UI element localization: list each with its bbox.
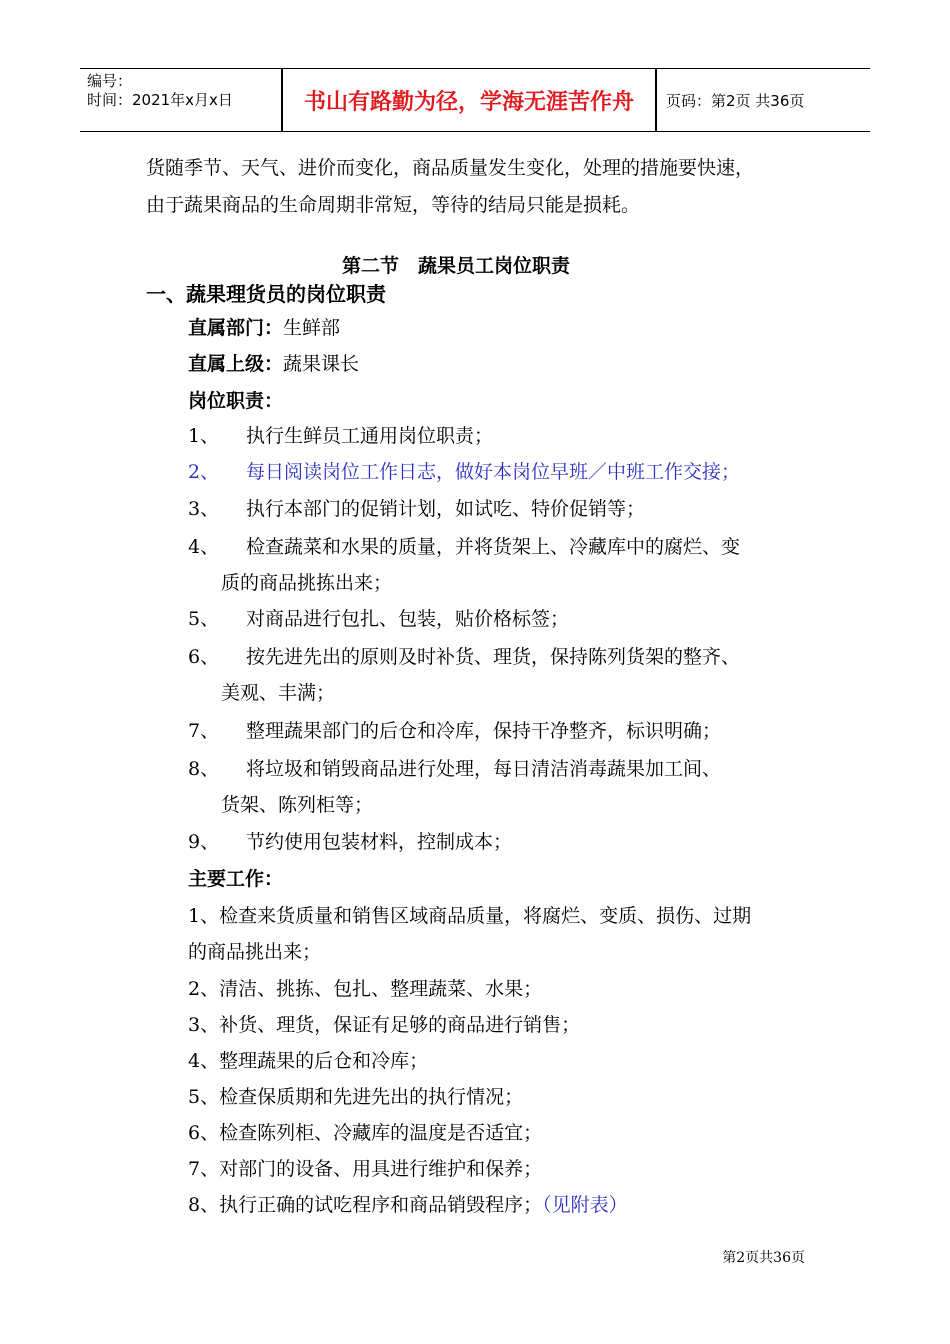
intro-line: 货随季节、天气、进价而变化，商品质量发生变化，处理的措施要快速，	[146, 157, 755, 179]
main-work-line: 的商品挑出来；	[188, 941, 322, 963]
header-page-label: 页码：第2页 共36页	[666, 91, 805, 110]
duty-number: 1、	[188, 425, 220, 447]
section-title: 第二节 蔬果员工岗位职责	[342, 255, 571, 277]
number-label: 编号：	[87, 72, 133, 90]
page-footer: 第2页共36页	[722, 1250, 805, 1266]
duties-heading: 岗位职责：	[188, 390, 284, 412]
duty-item	[188, 497, 645, 521]
duty-number: 8、	[188, 758, 220, 780]
duty-item	[188, 830, 512, 854]
duty-text: 节约使用包装材料，控制成本；	[246, 831, 513, 853]
duty-item	[188, 424, 493, 448]
direct-department	[188, 316, 340, 340]
main-work-text: 8、执行正确的试吃程序和商品销毁程序；	[188, 1194, 543, 1216]
subsection-title: 一、蔬果理货员的岗位职责	[146, 282, 386, 306]
superior-value: 蔬果课长	[283, 353, 360, 375]
direct-superior	[188, 352, 359, 376]
duty-text: 执行本部门的促销计划，如试吃、特价促销等；	[246, 498, 646, 520]
duty-text: 检查蔬菜和水果的质量，并将货架上、冷藏库中的腐烂、变	[246, 536, 741, 558]
duty-item	[188, 719, 721, 743]
main-work-line: 5、检查保质期和先进先出的执行情况；	[188, 1086, 524, 1108]
attachment-note: （见附表）	[542, 1194, 628, 1216]
duty-text: 将垃圾和销毁商品进行处理，每日清洁消毒蔬果加工间、	[246, 758, 722, 780]
duty-number: 6、	[188, 646, 220, 668]
duty-continuation: 质的商品挑拣出来；	[221, 572, 393, 594]
duty-item	[188, 535, 740, 559]
main-work-line: 7、对部门的设备、用具进行维护和保养；	[188, 1158, 543, 1180]
main-work-heading: 主要工作：	[188, 868, 284, 890]
duty-number: 9、	[188, 831, 220, 853]
duty-text: 执行生鲜员工通用岗位职责；	[246, 425, 494, 447]
main-work-line	[188, 1193, 628, 1217]
main-work-line: 1、检查来货质量和销售区域商品质量，将腐烂、变质、损伤、过期	[188, 905, 752, 927]
department-value: 生鲜部	[283, 317, 341, 339]
duty-text: 每日阅读岗位工作日志，做好本岗位早班／中班工作交接；	[246, 461, 741, 483]
duty-text: 整理蔬果部门的后仓和冷库，保持干净整齐，标识明确；	[246, 720, 722, 742]
duty-continuation: 美观、丰满；	[221, 682, 336, 704]
duty-item	[188, 460, 740, 484]
duty-number: 2、	[188, 461, 220, 483]
duty-number: 3、	[188, 498, 220, 520]
duty-text: 对商品进行包扎、包装，贴价格标签；	[246, 608, 570, 630]
superior-label: 直属上级：	[188, 353, 284, 375]
duty-text: 按先进先出的原则及时补货、理货，保持陈列货架的整齐、	[246, 646, 741, 668]
main-work-line: 3、补货、理货，保证有足够的商品进行销售；	[188, 1014, 581, 1036]
duty-continuation: 货架、陈列柜等；	[221, 794, 374, 816]
duty-item	[188, 645, 740, 669]
main-work-line: 2、清洁、挑拣、包扎、整理蔬菜、水果；	[188, 978, 543, 1000]
page-header	[80, 68, 870, 132]
department-label: 直属部门：	[188, 317, 284, 339]
header-motto: 书山有路勤为径，学海无涯苦作舟	[303, 89, 634, 115]
time-label: 时间：2021年x月x日	[87, 91, 233, 109]
header-meta	[80, 69, 281, 131]
duty-item	[188, 757, 721, 781]
duty-number: 4、	[188, 536, 220, 558]
main-work-line: 6、检查陈列柜、冷藏库的温度是否适宜；	[188, 1122, 543, 1144]
main-work-line: 4、整理蔬果的后仓和冷库；	[188, 1050, 429, 1072]
duty-number: 7、	[188, 720, 220, 742]
duty-number: 5、	[188, 608, 220, 630]
intro-line: 由于蔬果商品的生命周期非常短，等待的结局只能是损耗。	[146, 194, 641, 216]
duty-item	[188, 607, 569, 631]
